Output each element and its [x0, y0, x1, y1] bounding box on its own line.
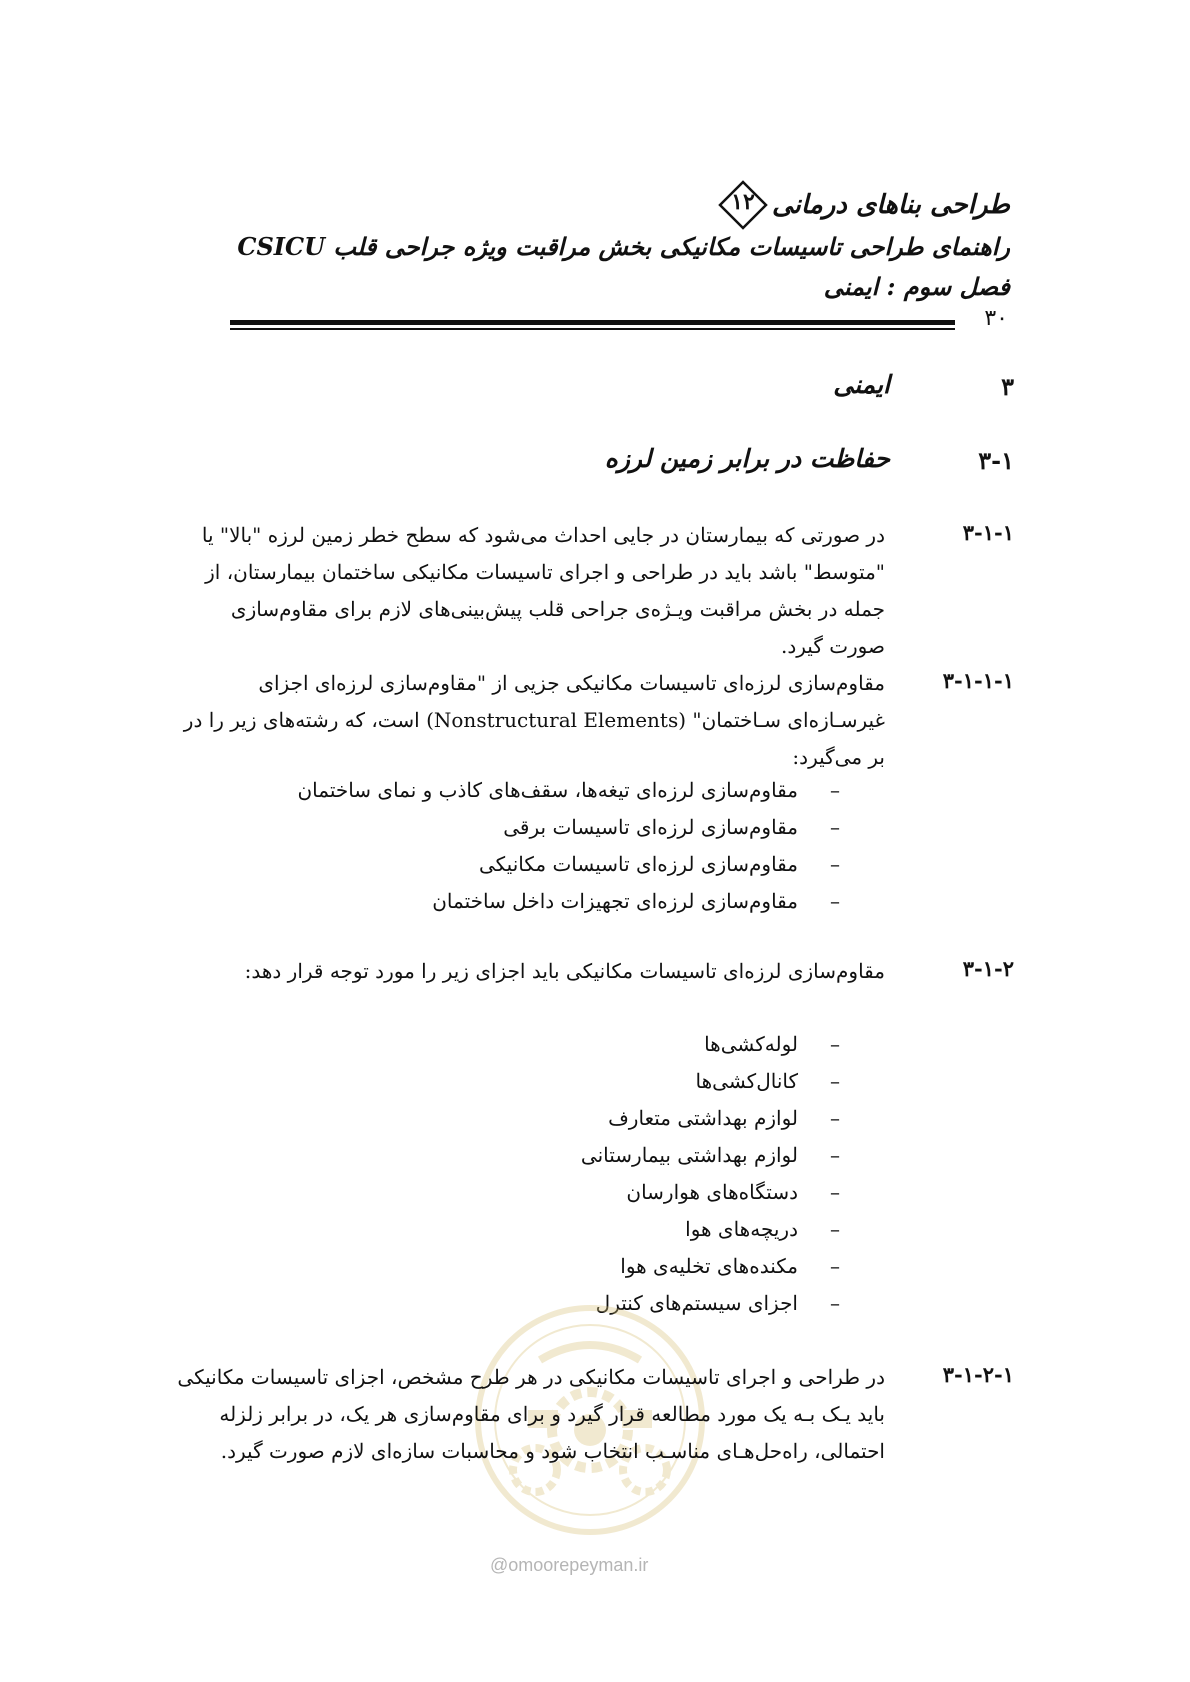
bullet-dash: –: [830, 1069, 840, 1093]
page-number: ۳۰: [984, 306, 1008, 331]
list-item: – کانال‌کشی‌ها: [581, 1063, 840, 1100]
list-item: – دریچه‌های هوا: [581, 1211, 840, 1248]
bullet-dash: –: [830, 815, 840, 839]
list-item: – دستگاه‌های هوارسان: [581, 1174, 840, 1211]
watermark-url: @omoorepeyman.ir: [490, 1555, 649, 1575]
bullet-dash: –: [830, 1217, 840, 1241]
clause-text: در طراحی و اجرای تاسیسات مکانیکی در هر طرح مشخص، اجزای تاسیسات مکانیکی باید یـک بـه یک مورد مطالعه قرار گیرد و برای مقاوم‌سازی هر یک، در برابر زلزله احتمالی، راه‌حل‌هـای مناسـب انتخاب شود و محاسبات سازه‌ای لازم صورت گیرد.: [177, 1365, 885, 1463]
bullet-dash: –: [830, 1143, 840, 1167]
clause-number: ۳-۱-۲-۱: [942, 1362, 1014, 1387]
mechanical-components-list: [581, 1026, 840, 1322]
clause-text: در صورتی که بیمارستان در جایی احداث می‌شود که سطح خطر زمین لرزه "بالا" یا "متوسط" باشد باید در طراحی و اجرای تاسیسات مکانیکی ساختمان بیمارستان، از جمله در بخش مراقبت ویـژه‌ی جراحی قلب پیش‌بینی‌های لازم برای مقاوم‌سازی صورت گیرد.: [201, 523, 885, 658]
bullet-dash: –: [830, 889, 840, 913]
bullet-dash: –: [830, 1291, 840, 1315]
list-item: – لوازم بهداشتی متعارف: [581, 1100, 840, 1137]
bullet-dash: –: [830, 1254, 840, 1278]
subsection-title: حفاظت در برابر زمین لرزه: [604, 444, 890, 473]
bullet-dash: –: [830, 1032, 840, 1056]
list-item: – مقاوم‌سازی لرزه‌ای تیغه‌ها، سقف‌های کاذب و نمای ساختمان: [297, 772, 840, 809]
list-item: – اجزای سیستم‌های کنترل: [581, 1285, 840, 1322]
bullet-dash: –: [830, 778, 840, 802]
list-item: – مقاوم‌سازی لرزه‌ای تاسیسات مکانیکی: [297, 846, 840, 883]
list-item: – لوله‌کشی‌ها: [581, 1026, 840, 1063]
bullet-dash: –: [830, 852, 840, 876]
clause-number: ۳-۱-۱-۱: [942, 668, 1014, 693]
subsection-number: ۳-۱: [978, 446, 1014, 475]
bullet-dash: –: [830, 1106, 840, 1130]
clause-number: ۳-۱-۲: [962, 956, 1014, 981]
series-number-badge: [718, 180, 768, 230]
nonstructural-list: [297, 772, 840, 920]
series-number: ۱۲: [731, 189, 755, 215]
list-item: – مقاوم‌سازی لرزه‌ای تاسیسات برقی: [297, 809, 840, 846]
list-item: – مکنده‌های تخلیه‌ی هوا: [581, 1248, 840, 1285]
bullet-dash: –: [830, 1180, 840, 1204]
clause-text: مقاوم‌سازی لرزه‌ای تاسیسات مکانیکی جزیی از "مقاوم‌سازی لرزه‌ای اجزای غیرسـازه‌ای سـاختمان" (Nonstructural Elements) است، که رشته‌های زیر را در بر می‌گیرد:: [183, 671, 885, 769]
series-title-line: [718, 180, 1010, 230]
clause-number: ۳-۱-۱: [962, 520, 1014, 545]
series-title: طراحی بناهای درمانی: [772, 190, 1010, 220]
guide-title: راهنمای طراحی تاسیسات مکانیکی بخش مراقبت ویژه جراحی قلب CSICU: [237, 232, 1010, 261]
header-divider: [230, 320, 955, 330]
section-title: ایمنی: [833, 370, 890, 399]
section-number: ۳: [1001, 372, 1014, 401]
chapter-title: فصل سوم : ایمنی: [823, 272, 1010, 301]
list-item: – مقاوم‌سازی لرزه‌ای تجهیزات داخل ساختمان: [297, 883, 840, 920]
clause-text: مقاوم‌سازی لرزه‌ای تاسیسات مکانیکی باید اجزای زیر را مورد توجه قرار دهد:: [244, 959, 885, 983]
list-item: – لوازم بهداشتی بیمارستانی: [581, 1137, 840, 1174]
